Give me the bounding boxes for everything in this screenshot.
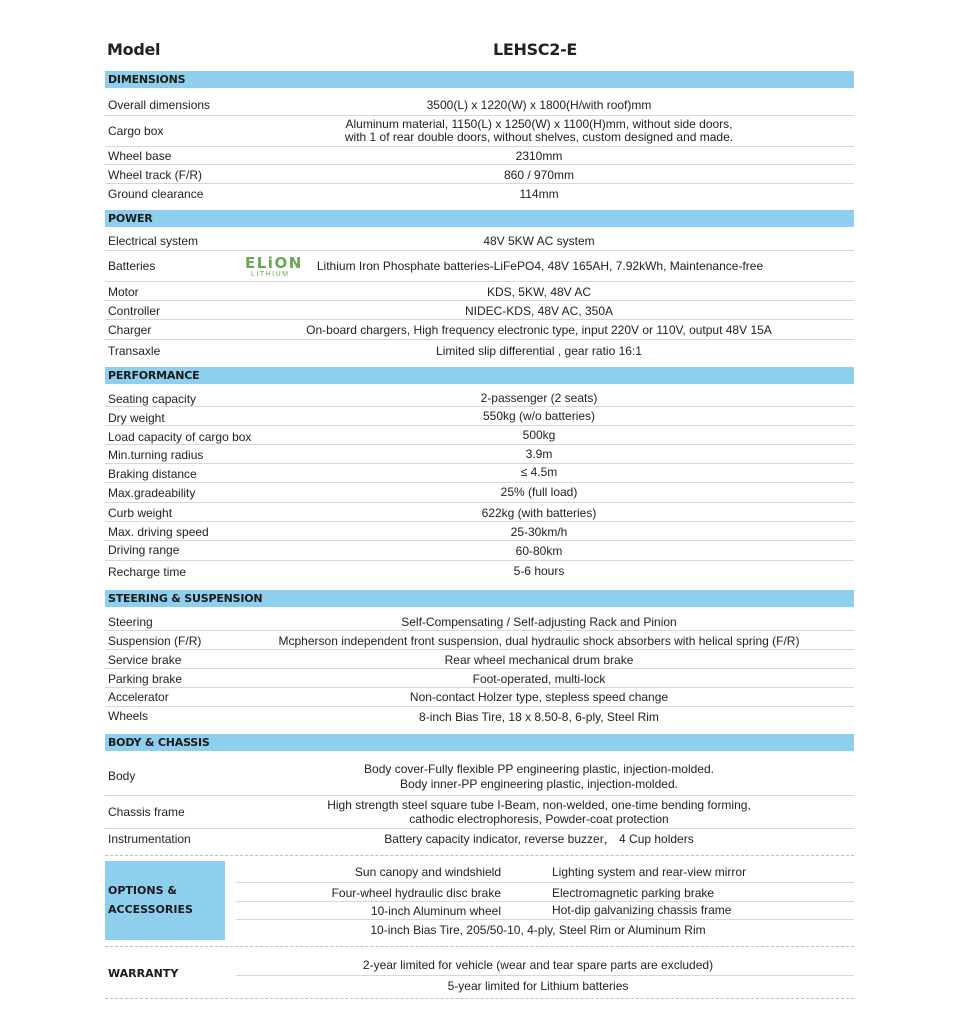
spec-value: Lithium Iron Phosphate batteries-LiFePO4, 48V 165AH, 7.92kWh, Maintenance-free <box>316 259 764 273</box>
spec-row <box>105 612 854 631</box>
spec-value: 622kg (with batteries) <box>481 506 597 520</box>
spec-value: 860 / 970mm <box>503 168 575 182</box>
spec-row <box>105 282 854 301</box>
warranty-item: 2-year limited for vehicle (wear and tear spare parts are excluded) <box>362 958 714 972</box>
divider <box>105 946 854 947</box>
spec-row <box>105 147 854 165</box>
spec-value: Limited slip differential , gear ratio 16:1 <box>436 344 642 358</box>
spec-value: ≤ 4.5m <box>520 465 558 479</box>
spec-value: High strength steel square tube I-Beam, non-welded, one-time bending forming, <box>327 798 751 812</box>
option-item: Electromagnetic parking brake <box>552 886 715 900</box>
model-label: Model <box>107 40 161 59</box>
spec-label: Parking brake <box>108 672 183 686</box>
model-header <box>105 36 854 64</box>
spec-value: Battery capacity indicator, reverse buzzer， 4 Cup holders <box>384 832 694 846</box>
model-value: LEHSC2-E <box>492 40 578 59</box>
spec-value: 48V 5KW AC system <box>483 234 595 248</box>
warranty-row <box>236 955 854 976</box>
options-title-line2: ACCESSORIES <box>108 903 193 916</box>
spec-label: Wheel base <box>108 149 172 163</box>
spec-value: Non-contact Holzer type, stepless speed change <box>409 690 669 704</box>
options-title-line1: OPTIONS & <box>108 884 177 897</box>
spec-value: 500kg <box>522 428 556 442</box>
option-item: Four-wheel hydraulic disc brake <box>331 886 501 900</box>
spec-label: Electrical system <box>108 234 199 248</box>
option-row <box>236 883 854 902</box>
spec-value: 60-80km <box>515 544 563 558</box>
spec-value: 2310mm <box>515 149 563 163</box>
spec-value: 25-30km/h <box>510 525 568 539</box>
spec-row <box>105 688 854 707</box>
spec-label: Dry weight <box>108 411 165 425</box>
spec-row <box>105 116 854 147</box>
spec-value: Self-Compensating / Self-adjusting Rack and Pinion <box>401 615 677 629</box>
spec-row <box>105 184 854 202</box>
logo-name: ELiON <box>245 254 303 272</box>
spec-row <box>105 561 854 583</box>
option-item: Hot-dip galvanizing chassis frame <box>552 903 732 917</box>
warranty-item: 5-year limited for Lithium batteries <box>447 979 629 993</box>
spec-row <box>105 669 854 688</box>
spec-label: Cargo box <box>108 124 164 138</box>
spec-value: KDS, 5KW, 48V AC <box>486 285 592 299</box>
spec-label: Max.gradeability <box>108 486 196 500</box>
spec-row <box>105 231 854 251</box>
spec-label: Motor <box>108 285 139 299</box>
spec-row <box>105 707 854 727</box>
spec-value-line2: cathodic electrophoresis, Powder-coat protection <box>409 812 669 826</box>
spec-value: 5-6 hours <box>513 564 565 578</box>
logo-sub: LITHIUM <box>251 271 290 278</box>
section-title: POWER <box>108 212 153 225</box>
spec-row <box>105 94 854 116</box>
option-item: 10-inch Aluminum wheel <box>370 904 501 918</box>
spec-row <box>105 522 854 541</box>
section-title: STEERING & SUSPENSION <box>108 592 263 605</box>
spec-label: Wheels <box>108 709 149 723</box>
option-item: Lighting system and rear-view mirror <box>552 865 747 879</box>
spec-label: Transaxle <box>108 344 161 358</box>
elion-lithium-logo <box>245 254 301 278</box>
warranty-title: WARRANTY <box>108 967 179 980</box>
spec-label: Charger <box>108 323 152 337</box>
section-dimensions <box>105 71 854 88</box>
spec-value: 550kg (w/o batteries) <box>482 409 596 423</box>
option-row <box>236 862 854 883</box>
spec-value: Aluminum material, 1150(L) x 1250(W) x 1100(H)mm, without side doors, <box>345 117 733 131</box>
spec-value: 25% (full load) <box>500 485 578 499</box>
spec-row <box>105 165 854 184</box>
divider <box>105 855 854 856</box>
spec-label: Instrumentation <box>108 832 191 846</box>
section-power <box>105 210 854 227</box>
spec-label: Min.turning radius <box>108 448 204 462</box>
spec-row <box>105 340 854 360</box>
spec-label: Recharge time <box>108 565 187 579</box>
spec-label: Seating capacity <box>108 392 197 406</box>
spec-value: Foot-operated, multi-lock <box>472 672 606 686</box>
spec-row <box>105 301 854 320</box>
spec-row <box>105 320 854 340</box>
spec-row <box>105 829 854 853</box>
spec-row <box>105 541 854 561</box>
spec-label: Max. driving speed <box>108 525 209 539</box>
spec-row <box>105 426 854 445</box>
spec-row <box>105 631 854 650</box>
spec-row <box>105 796 854 829</box>
option-row <box>236 902 854 920</box>
spec-row <box>105 483 854 503</box>
spec-label: Accelerator <box>108 690 169 704</box>
spec-label: Wheel track (F/R) <box>108 168 203 182</box>
spec-row <box>105 445 854 464</box>
spec-label: Ground clearance <box>108 187 204 201</box>
spec-label: Batteries <box>108 259 156 273</box>
section-options-accessories <box>105 861 225 940</box>
spec-label: Body <box>108 769 136 783</box>
spec-label: Curb weight <box>108 506 173 520</box>
spec-row <box>105 407 854 426</box>
spec-value: 2-passenger (2 seats) <box>480 391 598 405</box>
section-title: BODY & CHASSIS <box>108 736 210 749</box>
spec-row <box>105 503 854 522</box>
spec-value: 8-inch Bias Tire, 18 x 8.50-8, 6-ply, Steel Rim <box>419 710 659 724</box>
spec-value: 3500(L) x 1220(W) x 1800(H/with roof)mm <box>426 98 652 112</box>
spec-value: On-board chargers, High frequency electronic type, input 220V or 110V, output 48V 15A <box>306 323 772 337</box>
spec-row <box>105 757 854 796</box>
spec-label: Steering <box>108 615 153 629</box>
spec-row <box>105 650 854 669</box>
section-steering-suspension <box>105 590 854 607</box>
option-item: Sun canopy and windshield <box>354 865 501 879</box>
spec-value: 114mm <box>519 187 559 201</box>
section-title: DIMENSIONS <box>108 73 186 86</box>
spec-label: Load capacity of cargo box <box>108 430 252 444</box>
spec-value: NIDEC-KDS, 48V AC, 350A <box>464 304 614 318</box>
section-body-chassis <box>105 734 854 751</box>
spec-value: Rear wheel mechanical drum brake <box>444 653 634 667</box>
spec-label: Controller <box>108 304 161 318</box>
divider <box>105 998 854 999</box>
section-performance <box>105 367 854 384</box>
warranty-row <box>236 976 854 996</box>
spec-row <box>105 251 854 282</box>
spec-label: Service brake <box>108 653 182 667</box>
spec-label: Driving range <box>108 543 180 557</box>
spec-value-line2: Body inner-PP engineering plastic, injection-molded. <box>400 777 678 791</box>
spec-value-line2: with 1 of rear double doors, without shelves, custom designed and made. <box>344 130 734 144</box>
spec-row <box>105 388 854 407</box>
spec-label: Braking distance <box>108 467 197 481</box>
spec-value: Mcpherson independent front suspension, dual hydraulic shock absorbers with helical spring (F/R) <box>278 634 800 648</box>
spec-label: Chassis frame <box>108 805 185 819</box>
spec-value: Body cover-Fully flexible PP engineering plastic, injection-molded. <box>364 762 714 776</box>
spec-value: 3.9m <box>525 447 553 461</box>
spec-label: Overall dimensions <box>108 98 211 112</box>
option-item: 10-inch Bias Tire, 205/50-10, 4-ply, Steel Rim or Aluminum Rim <box>370 923 706 937</box>
spec-label: Suspension (F/R) <box>108 634 202 648</box>
option-row <box>236 920 854 942</box>
spec-row <box>105 464 854 483</box>
section-title: PERFORMANCE <box>108 369 200 382</box>
